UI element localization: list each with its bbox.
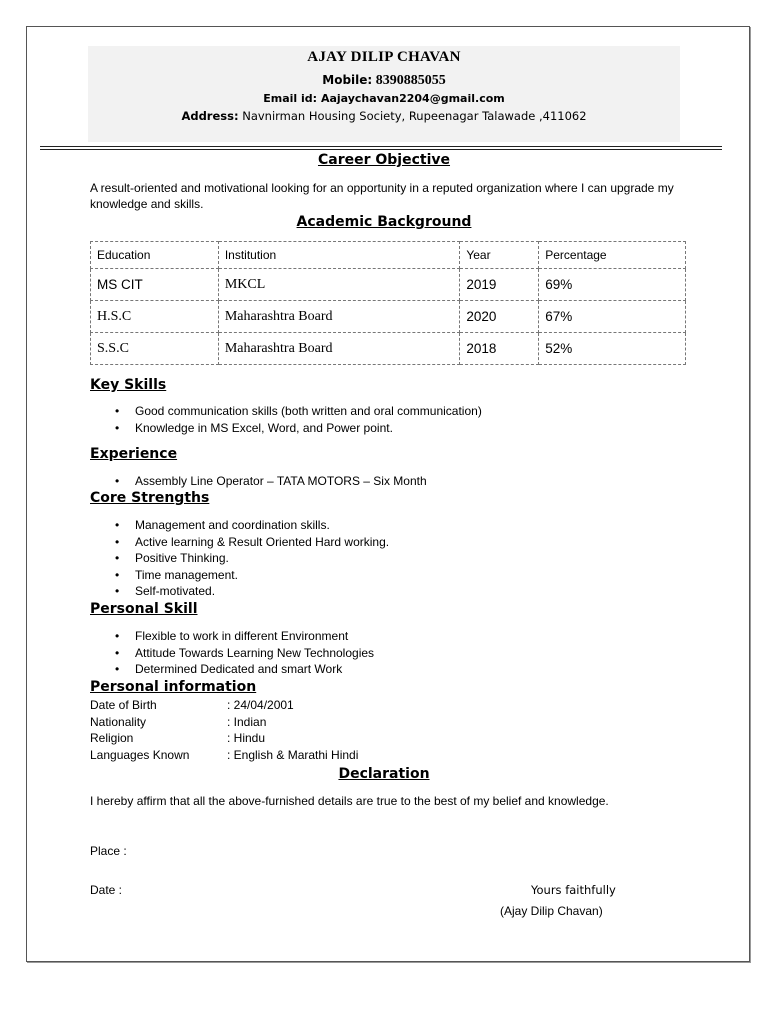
declaration-heading: Declaration xyxy=(338,766,430,782)
resume-header xyxy=(88,46,680,142)
info-value: : Indian xyxy=(227,714,267,729)
address-label: Address: xyxy=(181,109,239,123)
table-header: Percentage xyxy=(539,242,686,269)
table-cell: Maharashtra Board xyxy=(218,301,460,333)
list-item: • Attitude Towards Learning New Technologies xyxy=(135,645,374,662)
table-cell: 69% xyxy=(539,269,686,301)
declaration-text: I hereby affirm that all the above-furnished details are true to the best of my belief and knowledge. xyxy=(90,794,609,808)
table-row xyxy=(91,333,686,365)
key-skills-heading: Key Skills xyxy=(90,377,167,393)
career-objective-heading: Career Objective xyxy=(317,152,451,168)
info-row xyxy=(90,697,358,714)
list-item: • Knowledge in MS Excel, Word, and Power point. xyxy=(135,420,482,437)
info-key: Languages Known xyxy=(90,747,190,762)
info-value: : 24/04/2001 xyxy=(227,698,294,712)
table-header-row xyxy=(91,242,686,269)
list-item: • Flexible to work in different Environment xyxy=(135,628,374,645)
list-item: • Positive Thinking. xyxy=(135,550,389,567)
date-label: Date : xyxy=(90,883,123,897)
core-strengths-heading: Core Strengths xyxy=(90,490,210,506)
address-line xyxy=(88,109,680,123)
info-key: Date of Birth xyxy=(90,698,157,712)
mobile-label: Mobile: xyxy=(322,73,373,87)
info-row xyxy=(90,747,358,764)
experience-heading: Experience xyxy=(90,446,178,462)
info-key: Nationality xyxy=(90,714,147,729)
table-header: Education xyxy=(91,242,219,269)
info-value: : English & Marathi Hindi xyxy=(227,747,359,762)
experience-list xyxy=(90,473,427,490)
info-row xyxy=(90,714,358,731)
table-cell: MKCL xyxy=(218,269,460,301)
table-cell: 67% xyxy=(539,301,686,333)
core-strengths-list xyxy=(90,517,389,600)
list-item: • Self-motivated. xyxy=(135,583,389,600)
candidate-name: AJAY DILIP CHAVAN xyxy=(307,49,461,65)
list-item: • Determined Dedicated and smart Work xyxy=(135,661,374,678)
personal-info-block xyxy=(90,697,358,763)
table-cell: 52% xyxy=(539,333,686,365)
email-label: Email id: xyxy=(263,92,318,105)
table-cell: MS CIT xyxy=(91,269,219,301)
personal-skill-heading: Personal Skill xyxy=(90,601,198,617)
email-address: Aajaychavan2204@gmail.com xyxy=(320,92,505,105)
academic-table xyxy=(90,241,686,365)
table-cell: H.S.C xyxy=(91,301,219,333)
personal-skill-list xyxy=(90,628,374,678)
table-row xyxy=(91,269,686,301)
mobile-line xyxy=(88,73,680,89)
mobile-number: 8390885055 xyxy=(375,73,446,88)
email-line xyxy=(88,92,680,105)
table-header: Year xyxy=(460,242,539,269)
list-item: • Time management. xyxy=(135,567,389,584)
table-cell: Maharashtra Board xyxy=(218,333,460,365)
list-item: • Good communication skills (both written and oral communication) xyxy=(135,403,482,420)
key-skills-list xyxy=(90,403,482,436)
info-value: : Hindu xyxy=(227,731,266,745)
address-value: Navnirman Housing Society, Rupeenagar Talawade ,411062 xyxy=(242,109,587,123)
header-divider xyxy=(40,146,722,147)
list-item: • Assembly Line Operator – TATA MOTORS – Six Month xyxy=(135,473,427,490)
list-item: • Active learning & Result Oriented Hard working. xyxy=(135,534,389,551)
table-cell: S.S.C xyxy=(91,333,219,365)
table-row xyxy=(91,301,686,333)
table-cell: 2019 xyxy=(460,269,539,301)
info-row xyxy=(90,730,358,747)
header-divider-2 xyxy=(40,149,722,150)
closing-text: Yours faithfully xyxy=(531,883,616,897)
personal-info-heading: Personal information xyxy=(90,679,257,695)
signature-name: (Ajay Dilip Chavan) xyxy=(500,904,603,918)
academic-heading: Academic Background xyxy=(296,214,472,230)
place-label: Place : xyxy=(90,844,127,858)
table-header: Institution xyxy=(218,242,460,269)
table-cell: 2020 xyxy=(460,301,539,333)
info-key: Religion xyxy=(90,731,134,745)
list-item: • Management and coordination skills. xyxy=(135,517,389,534)
career-objective-text: A result-oriented and motivational looking for an opportunity in a reputed organization where I can upgrade my knowledge and skills. xyxy=(90,181,674,211)
table-cell: 2018 xyxy=(460,333,539,365)
